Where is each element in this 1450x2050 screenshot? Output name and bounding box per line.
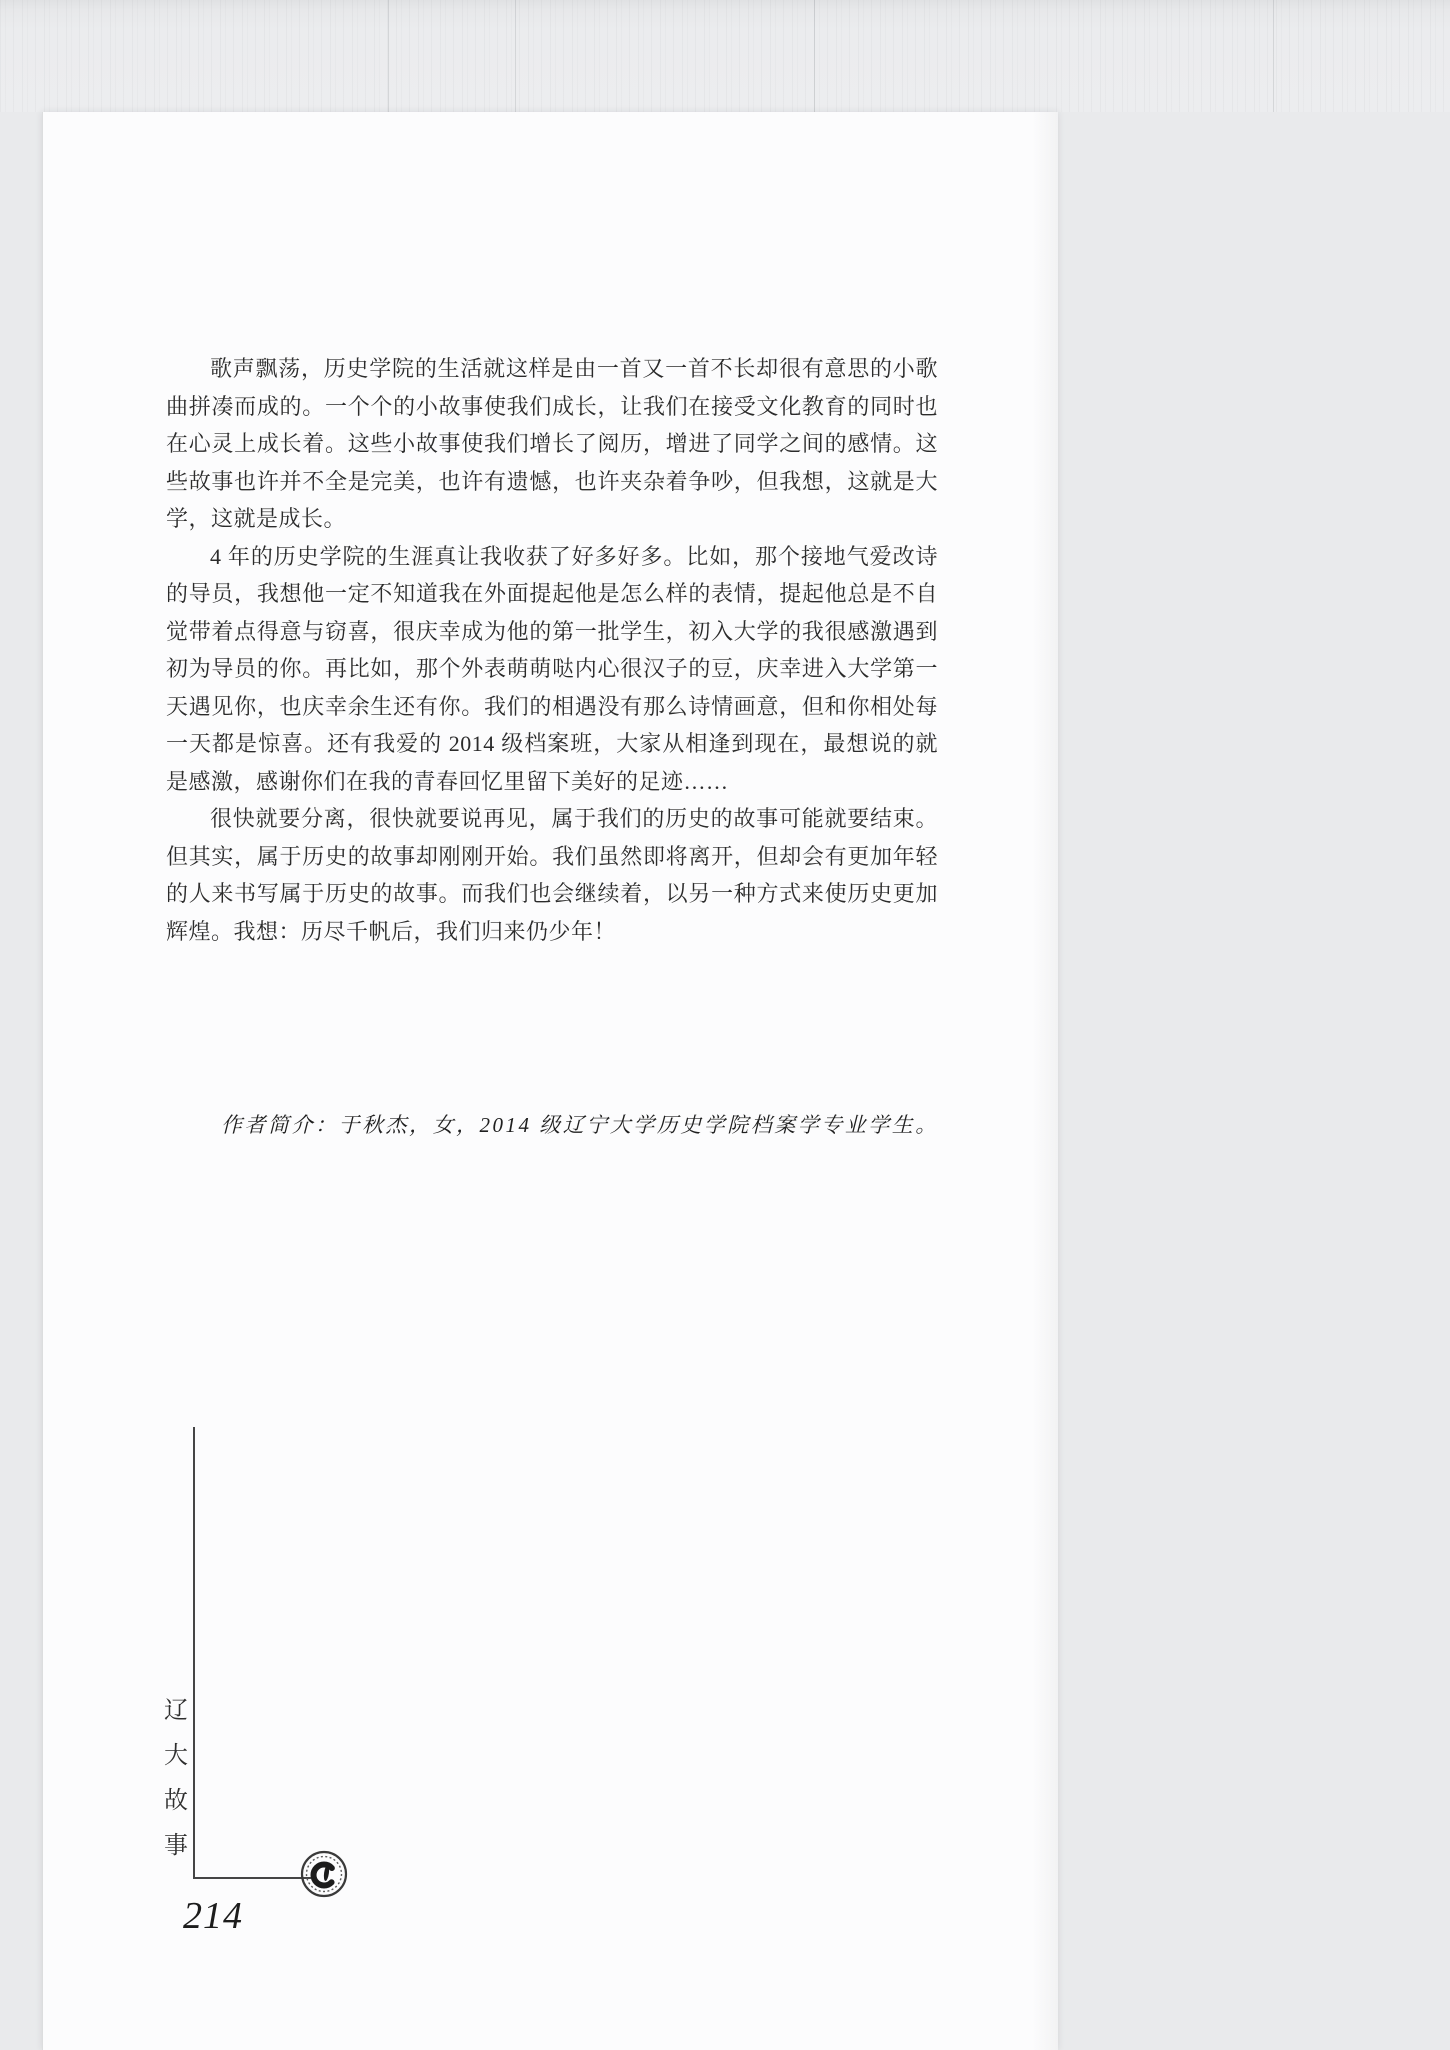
body-line: 学，这就是成长。	[166, 506, 347, 531]
body-line: 的导员，我想他一定不知道我在外面提起他是怎么样的表情，提起他总是不自	[166, 581, 938, 606]
body-line: 4 年的历史学院的生涯真让我收获了好多好多。比如，那个接地气爱改诗	[210, 543, 938, 569]
series-char: 大	[164, 1743, 188, 1769]
body-line: 天遇见你，也庆幸余生还有你。我们的相遇没有那么诗情画意，但和你相处每	[166, 693, 938, 719]
body-line: 的人来书写属于历史的故事。而我们也会继续着，以另一种方式来使历史更加	[166, 881, 938, 906]
body-line: 初为导员的你。再比如，那个外表萌萌哒内心很汉子的豆，庆幸进入大学第一	[166, 656, 938, 681]
author-note: 作者简介：于秋杰，女，2014 级辽宁大学历史学院档案学专业学生。	[221, 1113, 939, 1137]
series-title-vertical	[161, 1698, 191, 1859]
book-page	[42, 112, 1058, 2050]
body-line: 一天都是惊喜。还有我爱的 2014 级档案班，大家从相逢到现在，最想说的就	[166, 731, 938, 756]
body-line: 辉煌。我想：历尽千帆后，我们归来仍少年！	[166, 918, 617, 944]
body-line: 歌声飘荡，历史学院的生活就这样是由一首又一首不长却很有意思的小歌	[210, 356, 938, 381]
footer-rule-horizontal	[193, 1877, 311, 1879]
body-line: 觉带着点得意与窃喜，很庆幸成为他的第一批学生，初入大学的我很感激遇到	[166, 618, 938, 644]
body-text	[166, 350, 938, 950]
scan-streak	[1273, 0, 1274, 112]
body-line: 些故事也许并不全是完美，也许有遗憾，也许夹杂着争吵，但我想，这就是大	[166, 468, 938, 494]
page-number: 214	[183, 1895, 243, 1937]
series-char: 事	[164, 1833, 188, 1859]
series-char: 辽	[164, 1698, 188, 1724]
university-seal-icon	[300, 1850, 348, 1898]
scan-streak	[814, 0, 815, 112]
scan-artifact-band	[0, 0, 1450, 112]
series-char: 故	[164, 1788, 188, 1814]
body-line: 很快就要分离，很快就要说再见，属于我们的历史的故事可能就要结束。	[210, 806, 938, 831]
scan-streak	[515, 0, 516, 112]
footer-rule-vertical	[193, 1427, 195, 1879]
body-line: 但其实，属于历史的故事却刚刚开始。我们虽然即将离开，但却会有更加年轻	[166, 843, 938, 869]
body-line: 在心灵上成长着。这些小故事使我们增长了阅历，增进了同学之间的感情。这	[166, 431, 938, 456]
body-line: 曲拼凑而成的。一个个的小故事使我们成长，让我们在接受文化教育的同时也	[166, 393, 938, 419]
scan-streak	[388, 0, 389, 112]
body-line: 是感激，感谢你们在我的青春回忆里留下美好的足迹……	[166, 768, 729, 794]
